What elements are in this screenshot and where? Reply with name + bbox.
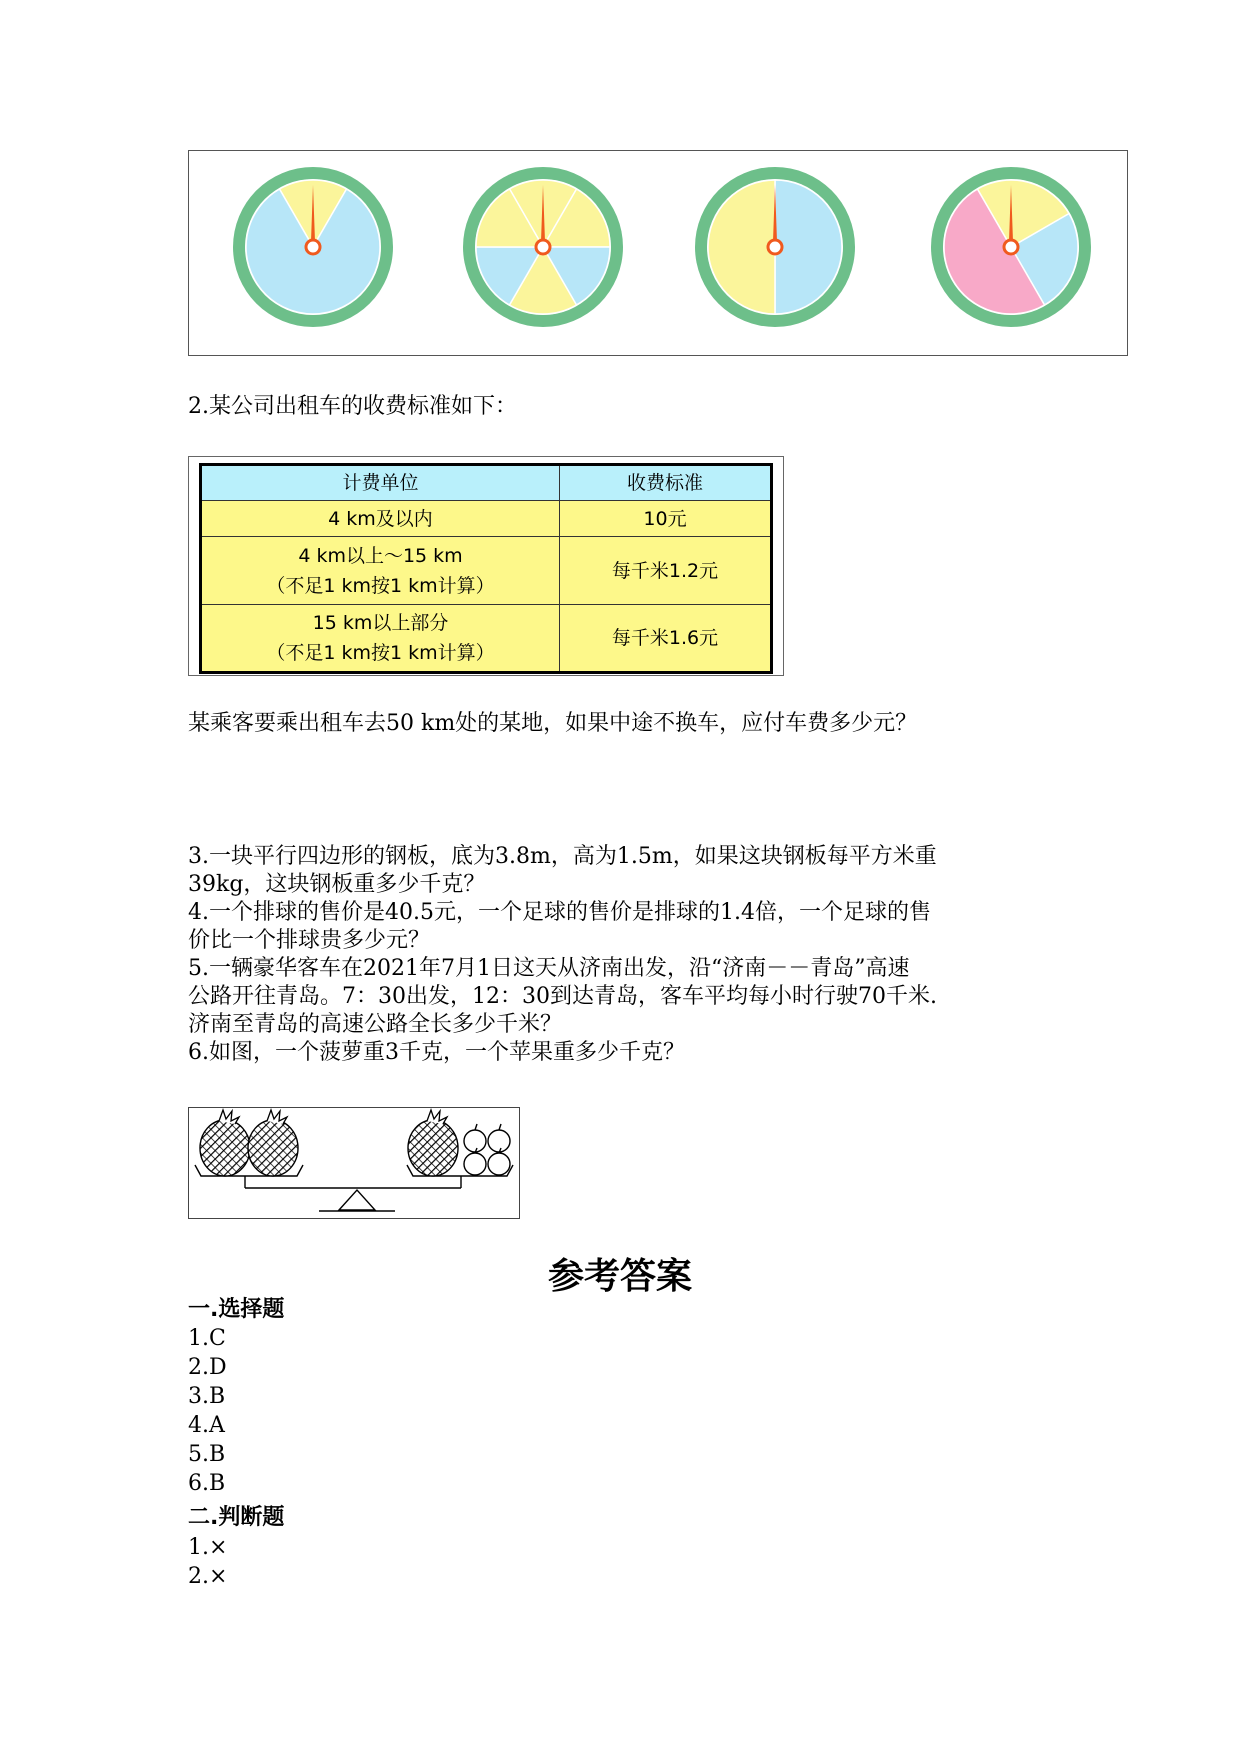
balance-scale-figure [188,1107,520,1219]
spinner-figure [188,150,1128,356]
answer-line: 1.× [188,1535,228,1560]
answer-line: 4.A [188,1413,225,1438]
spinner-1 [227,161,399,333]
spinner-3 [689,161,861,333]
answer-line: 3.B [188,1384,226,1409]
pineapple-icon [200,1110,250,1176]
question-line: 3.一块平行四边形的钢板，底为3.8m，高为1.5m，如果这块钢板每平方米重 [188,844,937,869]
answer-line: 1.C [188,1326,226,1351]
fare-table [199,463,773,674]
row-unit: 4 km及以内 [201,501,560,537]
q2-intro: 2.某公司出租车的收费标准如下： [188,394,517,419]
question-line: 价比一个排球贵多少元？ [188,928,431,953]
question-line: 公路开往青岛。7：30出发，12：30到达青岛，客车平均每小时行驶70千米. [188,984,937,1009]
row-unit: 4 km以上～15 km （不足1 km按1 km计算） [201,537,560,605]
fare-table-frame [188,456,784,676]
answer-line: 2.× [188,1564,228,1589]
question-line: 济南至青岛的高速公路全长多少千米？ [188,1012,563,1037]
spinner-pivot [306,240,320,254]
question-line: 6.如图，一个菠萝重3千克，一个苹果重多少千克？ [188,1040,685,1065]
pineapple-icon [408,1110,458,1176]
question-line: 4.一个排球的售价是40.5元，一个足球的售价是排球的1.4倍，一个足球的售 [188,900,931,925]
apple-icon [464,1124,486,1152]
apple-icon [488,1124,510,1152]
spinner-pivot [768,240,782,254]
question-line: 39kg，这块钢板重多少千克？ [188,872,486,897]
spinner-pivot [536,240,550,254]
fare-table-header [201,465,772,501]
spinner-2 [457,161,629,333]
section-heading: 二.判断题 [188,1505,285,1530]
spinner-pivot [1004,240,1018,254]
row-price: 每千米1.2元 [560,537,772,605]
pineapple-icon [248,1110,298,1176]
question-line: 5.一辆豪华客车在2021年7月1日这天从济南出发，沿“济南－－青岛”高速 [188,956,910,981]
row-price: 每千米1.6元 [560,605,772,673]
apple-icon [488,1148,510,1175]
q2-question: 某乘客要乘出租车去50 km处的某地，如果中途不换车，应付车费多少元？ [188,711,918,736]
answer-line: 5.B [188,1442,226,1467]
apple-icon [464,1148,486,1175]
header-unit: 计费单位 [201,465,560,501]
row-unit: 15 km以上部分 （不足1 km按1 km计算） [201,605,560,673]
table-row [201,537,772,605]
section-heading: 一.选择题 [188,1297,285,1322]
spinner-4 [925,161,1097,333]
answer-line: 2.D [188,1355,227,1380]
row-price: 10元 [560,501,772,537]
answer-title: 参考答案 [547,1256,692,1297]
fulcrum [339,1190,375,1210]
table-row [201,605,772,673]
answer-line: 6.B [188,1471,226,1496]
table-row [201,501,772,537]
balance-scale-drawing [189,1108,519,1218]
header-price: 收费标准 [560,465,772,501]
